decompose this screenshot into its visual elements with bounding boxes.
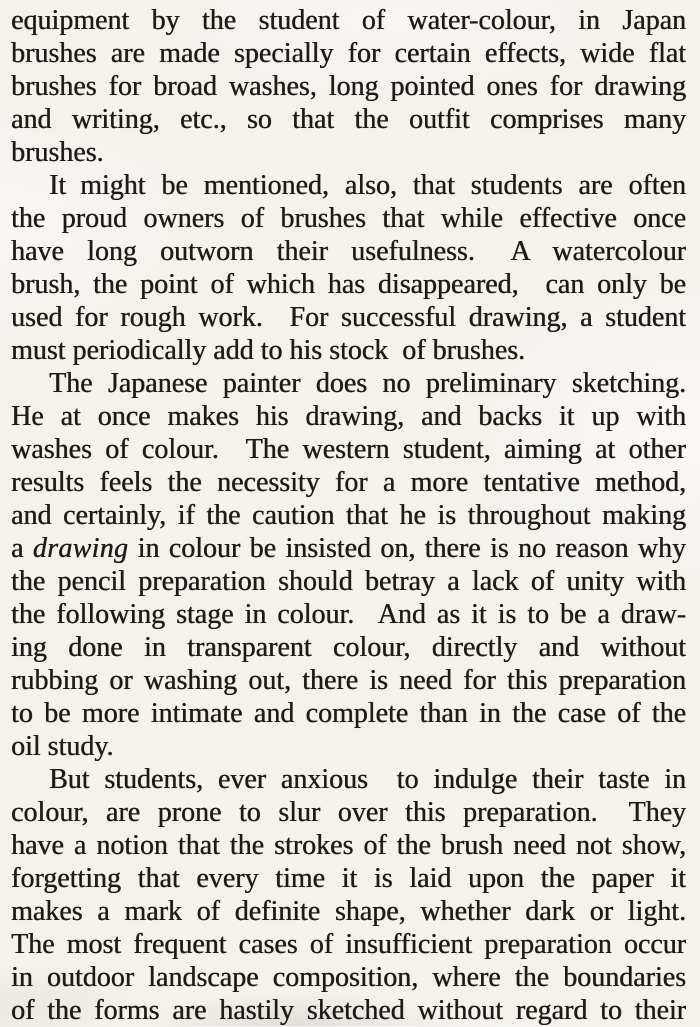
paragraph [11, 4, 686, 169]
text-line: It might be mentioned, also, that students are often [49, 170, 686, 201]
text-line: makes a mark of definite shape, whether dark or light. [11, 896, 686, 927]
text-line: the following stage in colour. And as it is to be a draw- [11, 599, 686, 630]
text-line: of the forms are hastily sketched without regard to their [11, 995, 686, 1026]
text-line: and certainly, if the caution that he is throughout making [11, 500, 686, 531]
page-text-block [11, 4, 686, 1027]
text-line: a drawing in colour be insisted on, there is no reason why [11, 533, 686, 564]
text-line: forgetting that every time it is laid upon the paper it [11, 863, 686, 894]
text-line: He at once makes his drawing, and backs it up with [11, 401, 686, 432]
text-line: results feels the necessity for a more tentative method, [11, 467, 686, 498]
paragraph [11, 169, 686, 367]
text-line: ing done in transparent colour, directly and without [11, 632, 686, 663]
text-line: equipment by the student of water-colour, in Japan [11, 5, 686, 36]
italic-word: drawing [32, 533, 129, 564]
text-line: to be more intimate and complete than in the case of the [11, 698, 686, 729]
text-line: have long outworn their usefulness. A watercolour [11, 236, 686, 267]
text-line: brushes for broad washes, long pointed ones for drawing [11, 71, 686, 102]
text-line: brushes are made specially for certain effects, wide flat [11, 38, 686, 69]
text-line: and writing, etc., so that the outfit comprises many [11, 104, 686, 135]
text-line: have a notion that the strokes of the brush need not show, [11, 830, 686, 861]
text-line: oil study. [11, 731, 114, 762]
paragraph [11, 367, 686, 763]
text-line: in outdoor landscape composition, where the boundaries [11, 962, 686, 993]
text-line: The most frequent cases of insufficient preparation occur [11, 929, 686, 960]
text-line: must periodically add to his stock of brushes. [11, 335, 526, 366]
text-line: washes of colour. The western student, aiming at other [11, 434, 686, 465]
text-line: brushes. [11, 137, 104, 168]
paragraph [11, 763, 686, 1027]
text-line: The Japanese painter does no preliminary sketching. [49, 368, 686, 399]
text-line: But students, ever anxious to indulge their taste in [49, 764, 686, 795]
text-line: rubbing or washing out, there is need for this preparation [11, 665, 686, 696]
text-line: the pencil preparation should betray a lack of unity with [11, 566, 686, 597]
text-line: the proud owners of brushes that while effective once [11, 203, 686, 234]
text-line: used for rough work. For successful drawing, a student [11, 302, 686, 333]
text-line: colour, are prone to slur over this preparation. They [11, 797, 686, 828]
text-line: brush, the point of which has disappeared, can only be [11, 269, 686, 300]
